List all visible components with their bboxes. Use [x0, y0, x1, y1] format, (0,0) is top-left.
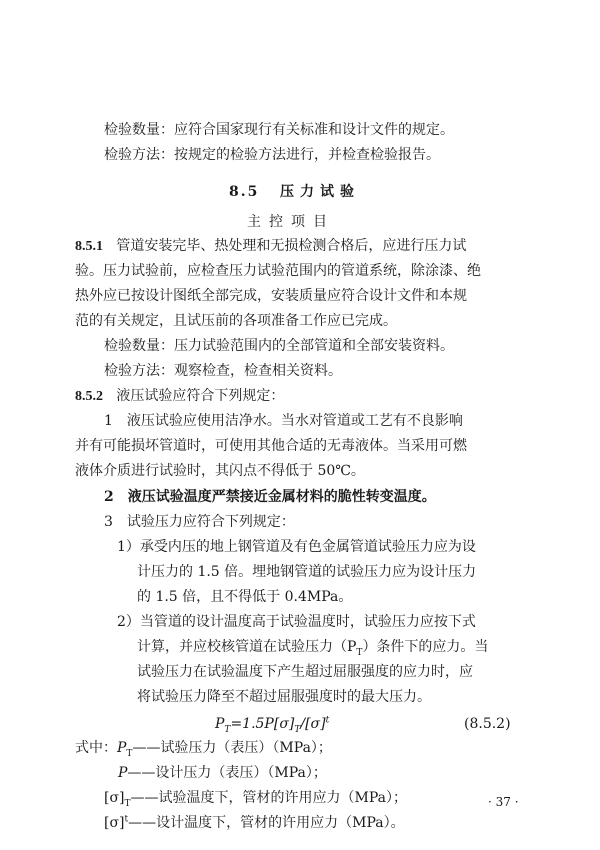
inspection-quantity-line: 检验数量：应符合国家现行有关标准和设计文件的规定。 [104, 122, 454, 138]
clause-8-5-1-line-1: 8.5.1 管道安装完毕、热处理和无损检测合格后，应进行压力试 [75, 238, 467, 254]
sub-item-1-line-2: 计压力的 1.5 倍。埋地钢管道的试验压力应为设计压力 [137, 564, 477, 580]
section-number: 8.5 [229, 184, 260, 200]
item-3: 3 试验压力应符合下列规定： [104, 514, 295, 530]
definition-4: $[\sigma]^t——$设计温度下，管材的许用应力（MPa）。 [104, 814, 405, 831]
sub-item-2-line-4: 将试验压力降至不超过屈服强度时的最大压力。 [137, 689, 431, 705]
subheading: 主控项目 [247, 214, 335, 230]
definition-2: P——设计压力（表压）（MPa）； [118, 765, 327, 781]
sub-item-2-line-2: 计算，并应校核管道在试验压力$(P_T)$条件下的应力。当 [137, 639, 489, 658]
clause-8-5-1-line-3: 热外应已按设计图纸全部完成，安装质量应符合设计文件和本规 [75, 288, 467, 304]
clause-number: 8.5.1 [75, 239, 103, 254]
section-heading [229, 182, 360, 202]
sub-item-1-line-1: 1）承受内压的地上钢管道及有色金属管道试验压力应为设 [117, 539, 476, 555]
item-1-line-1: 1 液压试验应使用洁净水。当水对管道或工艺有不良影响 [104, 413, 463, 429]
where-label: 式中： [75, 740, 117, 756]
clause-8-5-1-line-4: 范的有关规定，且试压前的各项准备工作应已完成。 [75, 313, 397, 329]
definition-1: 式中：$P_T——$试验压力（表压）（MPa）； [75, 740, 332, 759]
section-title: 压力试验 [279, 184, 360, 200]
item-1-line-2: 并有可能损坏管道时，可使用其他合适的无毒液体。当采用可燃 [75, 438, 467, 454]
formula: $P_T=1.5P[\sigma]_T/[\sigma]^t$ [215, 715, 330, 735]
clause-8-5-1-quantity: 检验数量：压力试验范围内的全部管道和全部安装资料。 [104, 338, 454, 354]
clause-8-5-2-intro: 8.5.2 液压试验应符合下列规定： [75, 388, 285, 404]
clause-number: 8.5.2 [75, 389, 103, 404]
item-2: 2 液压试验温度严禁接近金属材料的脆性转变温度。 [104, 489, 436, 505]
formula-label: (8.5.2) [464, 716, 511, 732]
sub-item-2-line-1: 2）当管道的设计温度高于试验温度时，试验压力应按下式 [117, 614, 476, 630]
sub-item-2-line-3: 试验压力在试验温度下产生超过屈服强度的应力时，应 [137, 664, 473, 680]
page-number: · 37 · [488, 795, 519, 809]
sub-item-1-line-3: 的 1.5 倍，且不得低于 0.4MPa。 [137, 589, 353, 605]
item-1-line-3: 液体介质进行试验时，其闪点不得低于 50℃。 [75, 463, 365, 479]
clause-8-5-1-line-2: 验。压力试验前，应检查压力试验范围内的管道系统，除涂漆、绝 [75, 263, 481, 279]
inspection-method-line: 检验方法：按规定的检验方法进行，并检查检验报告。 [104, 147, 440, 163]
clause-8-5-1-method: 检验方法：观察检查，检查相关资料。 [104, 363, 342, 379]
definition-3: $[\sigma]_T——$试验温度下，管材的许用应力（MPa）； [104, 790, 407, 809]
